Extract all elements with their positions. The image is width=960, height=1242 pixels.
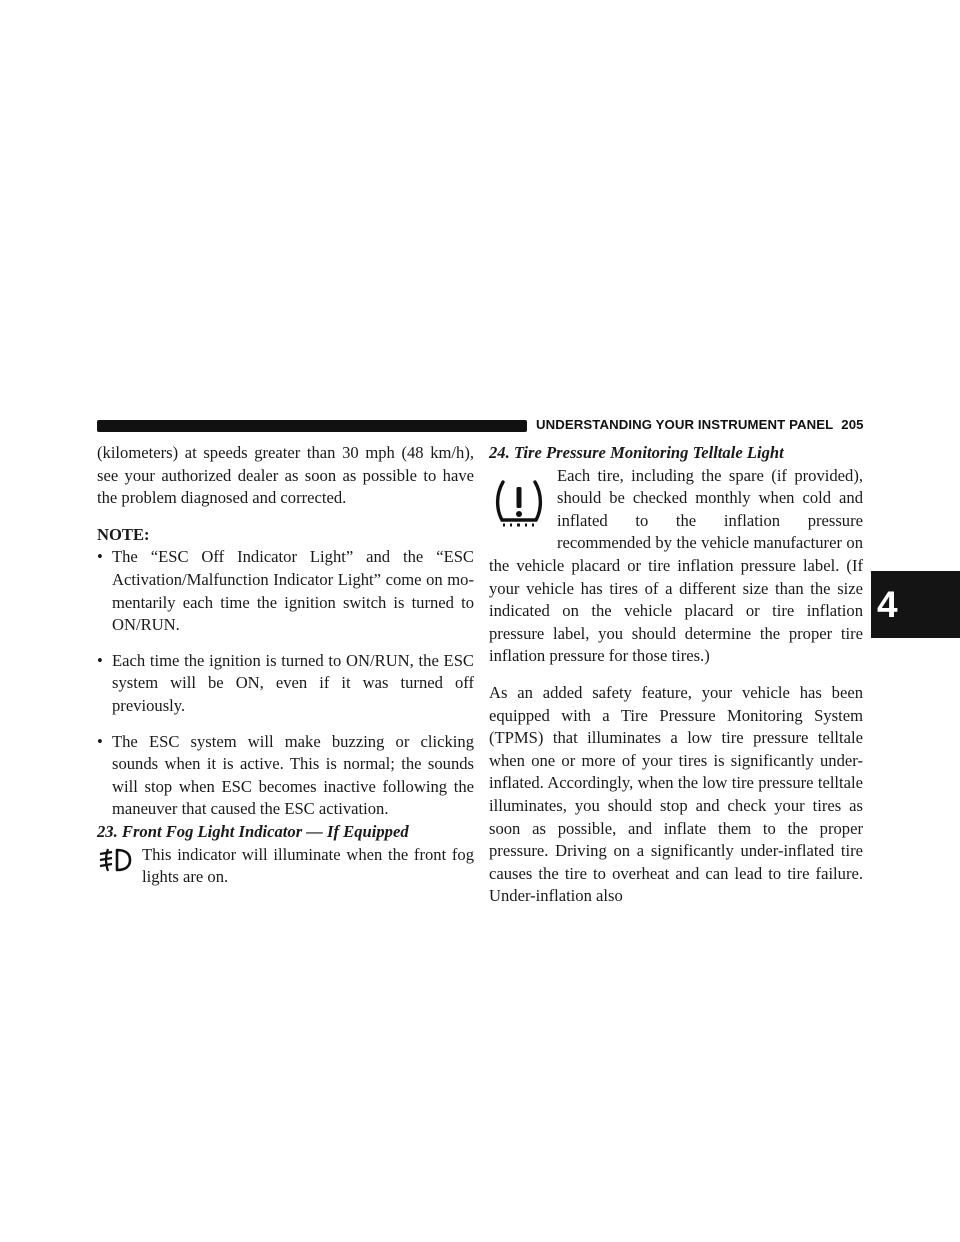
header-rule-bar [97, 420, 527, 432]
bullet-item [97, 546, 474, 636]
bullet-item [97, 650, 474, 718]
section-24-text: Each tire, including the spare (if provided), should be checked monthly when cold and inflated to the inflation pressure recommended by the vehicle manufacturer on the vehicle placard or tire inflation pressure label. (If your vehicle has tires of a different size than the size indicated on the vehicle placard or tire inflation pressure label, you should determine the proper tire inflation pressure for those tires.) [489, 465, 863, 666]
intro-paragraph: (kilometers) at speeds greater than 30 mph (48 km/h), see your authorized dealer as soon as possible to have the problem diagnosed and corrected. [97, 443, 474, 508]
chapter-tab: 4 [871, 571, 960, 638]
left-column [97, 442, 474, 889]
bullet-text: The “ESC Off Indicator Light” and the “ESC Activation/Malfunction Indicator Light” come on momentarily each time the ignition switch is turned to ON/RUN. [112, 547, 474, 635]
bullet-text: The ESC system will make buzzing or clicking sounds when it is active. This is normal; the sounds will stop when ESC becomes inactive following the maneuver that caused the ESC activation. [112, 731, 474, 819]
bullet-item [97, 731, 474, 821]
bullet-dot: • [97, 731, 103, 751]
section-23-body [97, 844, 474, 889]
bullet-text: Each time the ignition is turned to ON/RUN, the ESC system will be ON, even if it was turned off previously. [112, 650, 474, 715]
section-24-body [489, 465, 863, 668]
tire-pressure-warning-icon [489, 468, 549, 548]
section-24-title: 24. Tire Pressure Monitoring Telltale Light [489, 443, 784, 462]
header-title: UNDERSTANDING YOUR INSTRUMENT PANEL [536, 417, 834, 432]
front-fog-light-icon [97, 847, 133, 873]
running-header [536, 417, 862, 432]
page-number: 205 [841, 417, 864, 432]
tpms-paragraph: As an added safety feature, your vehicle has been equipped with a Tire Pressure Monitoring System (TPMS) that illuminates a low tire pressure telltale when one or more of your tires is significantly under-inflated. Accordingly, when the low tire pressure telltale illuminates, you should stop and check your tires as soon as possible, and inflate them to the proper pressure. Driving on a significantly under-inflated tire causes the tire to overheat and can lead to tire failure. Under-inflation also [489, 682, 863, 906]
section-23-text: This indicator will illuminate when the front fog lights are on. [142, 844, 474, 887]
note-label: NOTE: [97, 524, 150, 544]
section-23-title: 23. Front Fog Light Indicator — If Equipped [97, 821, 409, 841]
bullet-dot: • [97, 547, 103, 567]
bullet-dot: • [97, 650, 103, 670]
right-column [489, 442, 863, 908]
